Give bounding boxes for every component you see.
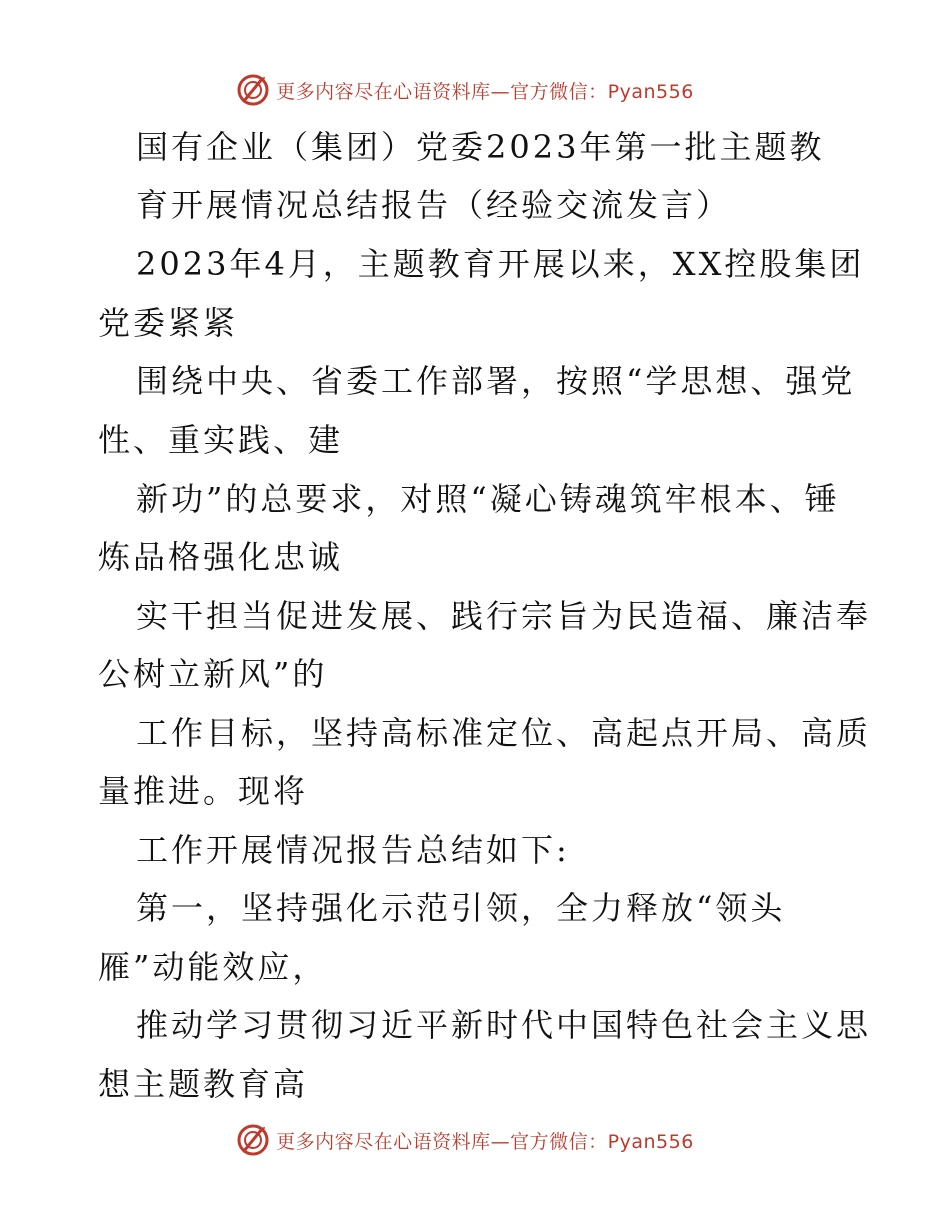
paragraph-line: 新功”的总要求，对照“凝心铸魂筑牢根本、锤	[136, 480, 840, 518]
paragraph-line: 想主题教育高	[98, 1065, 309, 1103]
paragraph-line: 炼品格强化忠诚	[98, 538, 344, 576]
title-line-1: 国有企业（集团）党委2023年第一批主题教	[136, 128, 825, 166]
watermark-text: 更多内容尽在心语资料库—官方微信：Pyan556	[276, 1130, 694, 1153]
paragraph-line: 推动学习贯彻习近平新时代中国特色社会主义思	[136, 1006, 872, 1044]
footer-watermark	[0, 1122, 950, 1158]
paragraph-line: 工作目标，坚持高标准定位、高起点开局、高质	[136, 714, 872, 752]
section-heading-line: 第一，坚持强化示范引领，全力释放“领头	[136, 889, 786, 927]
paragraph-line: 实干担当促进发展、践行宗旨为民造福、廉洁奉	[136, 597, 872, 635]
header-watermark	[0, 72, 950, 108]
seal-pen-logo-icon	[236, 73, 270, 107]
paragraph-line: 公树立新风”的	[98, 655, 328, 693]
paragraph-line: 2023年4月，主题教育开展以来，XX控股集团	[136, 245, 865, 283]
section-heading-line: 雁”动能效应，	[98, 948, 328, 986]
paragraph-line: 党委紧紧	[98, 304, 239, 342]
paragraph-line: 围绕中央、省委工作部署，按照“学思想、强党	[136, 362, 856, 400]
paragraph-line: 性、重实践、建	[98, 421, 344, 459]
watermark-text: 更多内容尽在心语资料库—官方微信：Pyan556	[276, 80, 694, 103]
seal-pen-logo-icon	[236, 1123, 270, 1157]
title-line-2: 育开展情况总结报告（经验交流发言）	[136, 186, 732, 224]
paragraph-line: 量推进。现将	[98, 772, 309, 810]
paragraph-line: 工作开展情况报告总结如下:	[136, 831, 570, 869]
